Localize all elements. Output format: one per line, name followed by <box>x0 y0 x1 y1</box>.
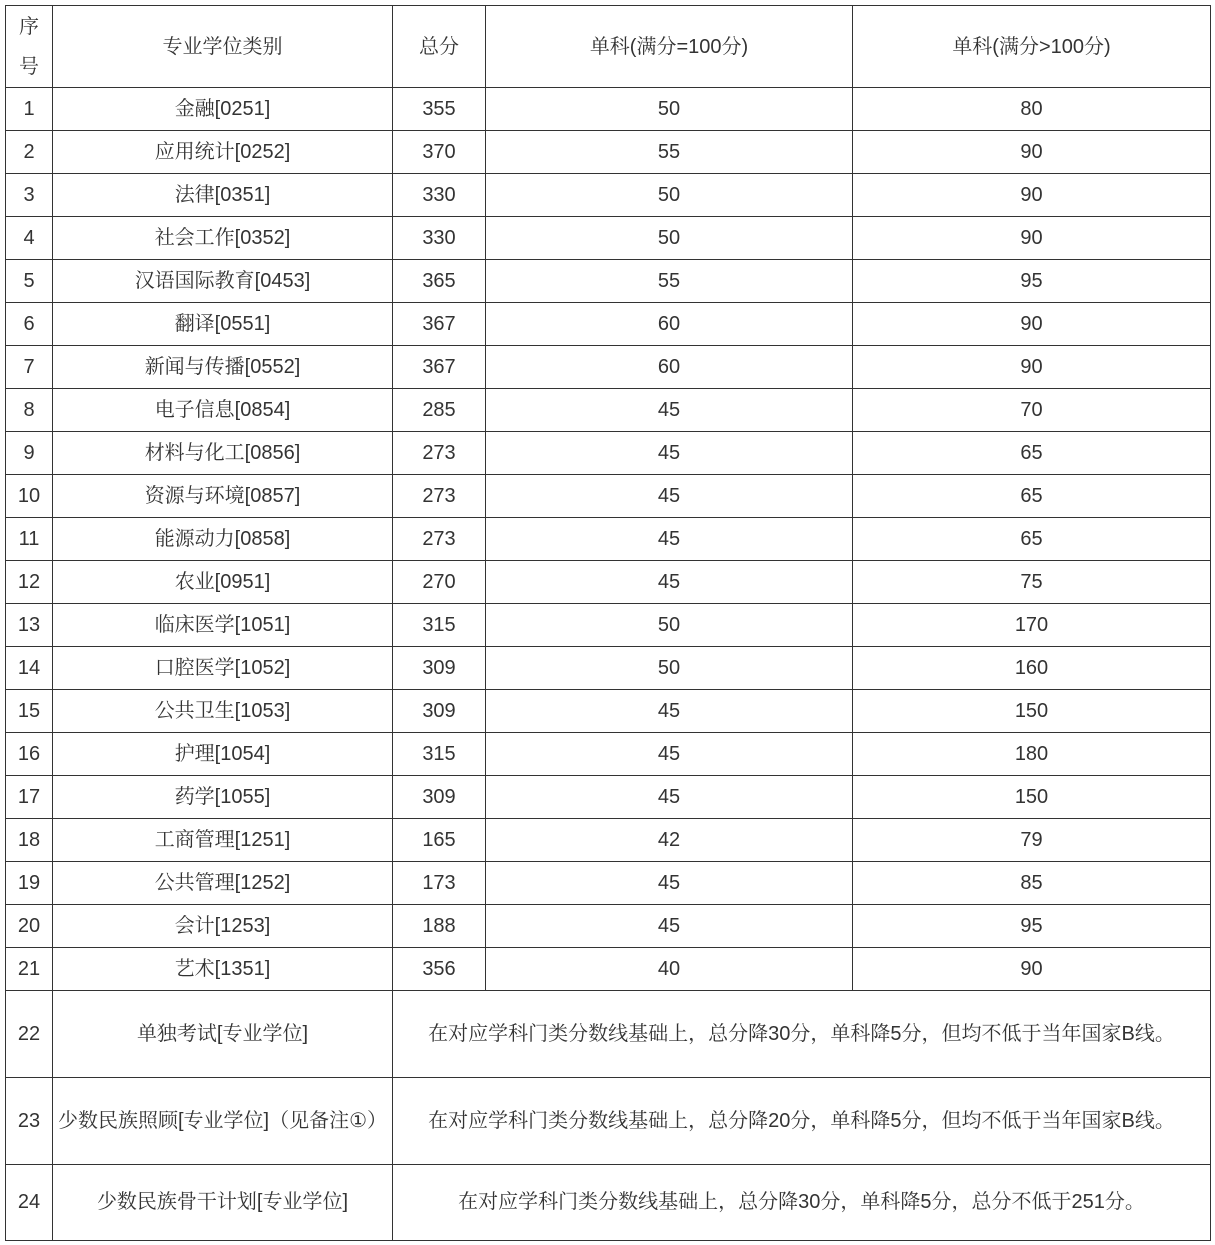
category-cell: 少数民族照顾[专业学位]（见备注①） <box>53 1078 393 1165</box>
single-subject-over-100-cell: 150 <box>853 690 1211 733</box>
single-subject-100-cell: 50 <box>486 217 853 260</box>
category-cell: 艺术[1351] <box>53 948 393 991</box>
note-cell: 在对应学科门类分数线基础上，总分降20分，单科降5分，但均不低于当年国家B线。 <box>393 1078 1211 1165</box>
table-row <box>6 647 1211 690</box>
row-number-cell: 22 <box>6 991 53 1078</box>
note-row <box>6 1078 1211 1165</box>
single-subject-100-cell: 55 <box>486 131 853 174</box>
total-score-cell: 273 <box>393 432 486 475</box>
score-line-table <box>5 5 1211 1241</box>
header-single-subject-over-100: 单科(满分>100分) <box>853 6 1211 88</box>
total-score-cell: 173 <box>393 862 486 905</box>
total-score-cell: 330 <box>393 174 486 217</box>
table-row <box>6 475 1211 518</box>
row-number-cell: 18 <box>6 819 53 862</box>
single-subject-over-100-cell: 65 <box>853 518 1211 561</box>
row-number-cell: 8 <box>6 389 53 432</box>
single-subject-100-cell: 45 <box>486 432 853 475</box>
total-score-cell: 309 <box>393 647 486 690</box>
header-serial-number: 序号 <box>6 6 53 88</box>
category-cell: 应用统计[0252] <box>53 131 393 174</box>
table-row <box>6 260 1211 303</box>
row-number-cell: 10 <box>6 475 53 518</box>
table-row <box>6 389 1211 432</box>
total-score-cell: 355 <box>393 88 486 131</box>
row-number-cell: 1 <box>6 88 53 131</box>
single-subject-over-100-cell: 90 <box>853 948 1211 991</box>
header-single-subject-100: 单科(满分=100分) <box>486 6 853 88</box>
category-cell: 电子信息[0854] <box>53 389 393 432</box>
single-subject-100-cell: 45 <box>486 389 853 432</box>
single-subject-100-cell: 50 <box>486 174 853 217</box>
note-row <box>6 991 1211 1078</box>
table-body <box>6 88 1211 1241</box>
category-cell: 少数民族骨干计划[专业学位] <box>53 1165 393 1241</box>
total-score-cell: 309 <box>393 776 486 819</box>
table-row <box>6 690 1211 733</box>
category-cell: 护理[1054] <box>53 733 393 776</box>
single-subject-over-100-cell: 95 <box>853 905 1211 948</box>
total-score-cell: 356 <box>393 948 486 991</box>
total-score-cell: 273 <box>393 475 486 518</box>
row-number-cell: 5 <box>6 260 53 303</box>
total-score-cell: 367 <box>393 346 486 389</box>
header-total-score: 总分 <box>393 6 486 88</box>
single-subject-100-cell: 45 <box>486 690 853 733</box>
single-subject-over-100-cell: 85 <box>853 862 1211 905</box>
single-subject-100-cell: 60 <box>486 303 853 346</box>
single-subject-over-100-cell: 150 <box>853 776 1211 819</box>
row-number-cell: 2 <box>6 131 53 174</box>
row-number-cell: 17 <box>6 776 53 819</box>
table-row <box>6 733 1211 776</box>
single-subject-100-cell: 45 <box>486 561 853 604</box>
single-subject-100-cell: 45 <box>486 475 853 518</box>
row-number-cell: 15 <box>6 690 53 733</box>
single-subject-over-100-cell: 180 <box>853 733 1211 776</box>
table-row <box>6 819 1211 862</box>
single-subject-100-cell: 45 <box>486 518 853 561</box>
total-score-cell: 273 <box>393 518 486 561</box>
category-cell: 药学[1055] <box>53 776 393 819</box>
row-number-cell: 21 <box>6 948 53 991</box>
category-cell: 新闻与传播[0552] <box>53 346 393 389</box>
category-cell: 金融[0251] <box>53 88 393 131</box>
row-number-cell: 6 <box>6 303 53 346</box>
row-number-cell: 16 <box>6 733 53 776</box>
row-number-cell: 7 <box>6 346 53 389</box>
total-score-cell: 367 <box>393 303 486 346</box>
single-subject-over-100-cell: 160 <box>853 647 1211 690</box>
table-row <box>6 518 1211 561</box>
table-row <box>6 88 1211 131</box>
category-cell: 法律[0351] <box>53 174 393 217</box>
single-subject-over-100-cell: 90 <box>853 217 1211 260</box>
row-number-cell: 19 <box>6 862 53 905</box>
table-row <box>6 604 1211 647</box>
single-subject-over-100-cell: 79 <box>853 819 1211 862</box>
note-row <box>6 1165 1211 1241</box>
single-subject-over-100-cell: 170 <box>853 604 1211 647</box>
category-cell: 社会工作[0352] <box>53 217 393 260</box>
total-score-cell: 370 <box>393 131 486 174</box>
single-subject-100-cell: 40 <box>486 948 853 991</box>
table-row <box>6 217 1211 260</box>
total-score-cell: 285 <box>393 389 486 432</box>
note-cell: 在对应学科门类分数线基础上，总分降30分，单科降5分，但均不低于当年国家B线。 <box>393 991 1211 1078</box>
row-number-cell: 20 <box>6 905 53 948</box>
category-cell: 汉语国际教育[0453] <box>53 260 393 303</box>
row-number-cell: 11 <box>6 518 53 561</box>
table-row <box>6 131 1211 174</box>
category-cell: 公共卫生[1053] <box>53 690 393 733</box>
note-cell: 在对应学科门类分数线基础上，总分降30分，单科降5分，总分不低于251分。 <box>393 1165 1211 1241</box>
table-row <box>6 432 1211 475</box>
row-number-cell: 13 <box>6 604 53 647</box>
total-score-cell: 309 <box>393 690 486 733</box>
single-subject-over-100-cell: 95 <box>853 260 1211 303</box>
table-row <box>6 905 1211 948</box>
single-subject-100-cell: 50 <box>486 88 853 131</box>
single-subject-over-100-cell: 65 <box>853 475 1211 518</box>
category-cell: 单独考试[专业学位] <box>53 991 393 1078</box>
row-number-cell: 3 <box>6 174 53 217</box>
single-subject-over-100-cell: 90 <box>853 303 1211 346</box>
category-cell: 农业[0951] <box>53 561 393 604</box>
table-row <box>6 561 1211 604</box>
total-score-cell: 188 <box>393 905 486 948</box>
row-number-cell: 4 <box>6 217 53 260</box>
table-row <box>6 303 1211 346</box>
total-score-cell: 165 <box>393 819 486 862</box>
category-cell: 临床医学[1051] <box>53 604 393 647</box>
row-number-cell: 12 <box>6 561 53 604</box>
table-row <box>6 346 1211 389</box>
row-number-cell: 23 <box>6 1078 53 1165</box>
category-cell: 口腔医学[1052] <box>53 647 393 690</box>
single-subject-100-cell: 42 <box>486 819 853 862</box>
single-subject-100-cell: 50 <box>486 647 853 690</box>
category-cell: 翻译[0551] <box>53 303 393 346</box>
category-cell: 资源与环境[0857] <box>53 475 393 518</box>
category-cell: 能源动力[0858] <box>53 518 393 561</box>
row-number-cell: 24 <box>6 1165 53 1241</box>
single-subject-over-100-cell: 65 <box>853 432 1211 475</box>
total-score-cell: 270 <box>393 561 486 604</box>
single-subject-over-100-cell: 75 <box>853 561 1211 604</box>
table-row <box>6 862 1211 905</box>
single-subject-over-100-cell: 90 <box>853 131 1211 174</box>
single-subject-100-cell: 45 <box>486 733 853 776</box>
single-subject-over-100-cell: 80 <box>853 88 1211 131</box>
single-subject-100-cell: 55 <box>486 260 853 303</box>
single-subject-100-cell: 60 <box>486 346 853 389</box>
header-degree-category: 专业学位类别 <box>53 6 393 88</box>
single-subject-100-cell: 45 <box>486 862 853 905</box>
category-cell: 公共管理[1252] <box>53 862 393 905</box>
total-score-cell: 365 <box>393 260 486 303</box>
row-number-cell: 9 <box>6 432 53 475</box>
row-number-cell: 14 <box>6 647 53 690</box>
single-subject-over-100-cell: 90 <box>853 346 1211 389</box>
total-score-cell: 315 <box>393 604 486 647</box>
total-score-cell: 330 <box>393 217 486 260</box>
category-cell: 工商管理[1251] <box>53 819 393 862</box>
single-subject-100-cell: 45 <box>486 776 853 819</box>
category-cell: 材料与化工[0856] <box>53 432 393 475</box>
header-row <box>6 6 1211 88</box>
category-cell: 会计[1253] <box>53 905 393 948</box>
single-subject-100-cell: 50 <box>486 604 853 647</box>
table-row <box>6 174 1211 217</box>
single-subject-over-100-cell: 70 <box>853 389 1211 432</box>
table-row <box>6 948 1211 991</box>
single-subject-100-cell: 45 <box>486 905 853 948</box>
single-subject-over-100-cell: 90 <box>853 174 1211 217</box>
total-score-cell: 315 <box>393 733 486 776</box>
table-row <box>6 776 1211 819</box>
